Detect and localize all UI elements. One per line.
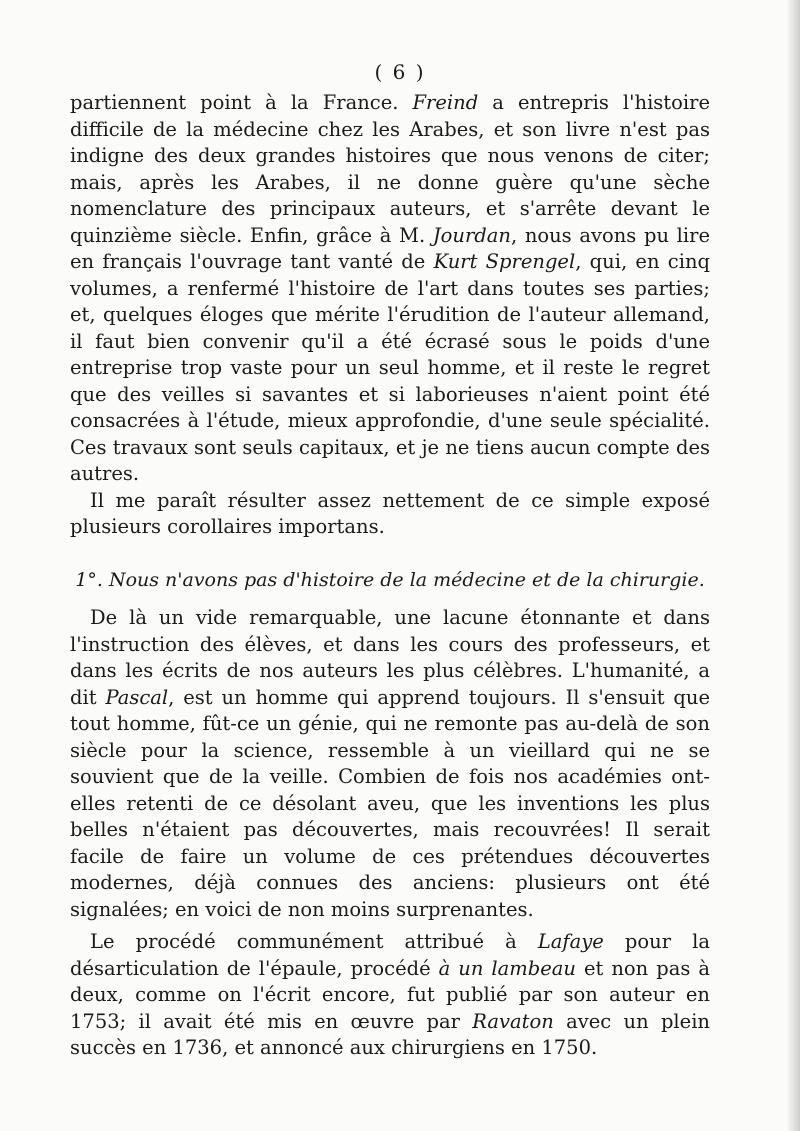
- p1-text-2: a entrepris l'histoire difficile de la médecine chez les Arabes, et son livre n'est pas indigne des deux grandes histoires que nous venons de citer; mais, après les Arabes, il ne donne guère qu'une sèche nomenclature des principaux auteurs, et s'arrête devant le quinzième siècle. Enfin, grâce à M.: [70, 91, 710, 247]
- phrase-lambeau: à un lambeau: [438, 956, 576, 980]
- p1-text-4: , qui, en cinq volumes, a renfermé l'histoire de l'art dans toutes ses parties; et, quelques éloges que mérite l'érudition de l'auteur allemand, il faut bien convenir qu'il a été écrasé sous le poids d'une entreprise trop vaste pour un seul homme, et il reste le regret que des veilles si savantes et si laborieuses n'aient point été consacrées à l'étude, mieux approfondie, d'une seule spécialité. Ces travaux sont seuls capitaux, et je ne tiens aucun compte des autres.: [70, 250, 710, 485]
- name-lafaye: Lafaye: [537, 930, 604, 953]
- page-edge-shadow: [786, 0, 800, 1131]
- p4-text-4: avec un plein succès en 1736, et annoncé aux chirurgiens en 1750.: [70, 1009, 710, 1059]
- name-jourdan: Jourdan: [432, 223, 511, 247]
- section-heading: [70, 567, 710, 594]
- name-freind: Freind: [412, 91, 479, 114]
- name-ravaton: Ravaton: [472, 1009, 554, 1033]
- section-title: Nous n'avons pas d'histoire de la médecine et de la chirurgie.: [108, 568, 705, 591]
- page-number: ( 6 ): [374, 60, 426, 84]
- name-sprengel: Kurt Sprengel: [433, 250, 576, 273]
- section-number: 1°.: [75, 568, 103, 591]
- p4-text-3: et non pas à deux, comme on l'écrit encore, fut publié par son auteur en 1753; il avait été mis en œuvre par: [70, 956, 710, 1033]
- p1-text-1: partiennent point à la France.: [70, 91, 413, 114]
- p1-text-3: , nous avons pu lire en français l'ouvrage tant vanté de: [70, 223, 711, 273]
- p4-text-1: Le procédé communément attribué à: [90, 930, 538, 953]
- p4-text-2: pour la désarticulation de l'épaule, procédé: [70, 930, 710, 980]
- paragraph-3: [70, 605, 710, 923]
- name-pascal: Pascal: [105, 685, 169, 709]
- paragraph-1: [70, 90, 710, 488]
- paragraph-2: Il me paraît résulter assez nettement de ce simple exposé plusieurs corollaires importans.: [70, 488, 710, 538]
- p3-text-1: De là un vide remarquable, une lacune étonnante et dans l'instruction des élèves, et dans les cours des professeurs, et dans les écrits de nos auteurs les plus célèbres. L'humanité, a dit: [70, 606, 710, 709]
- paragraph-4: [70, 929, 710, 1062]
- body-text: [70, 90, 710, 1062]
- p3-text-2: , est un homme qui apprend toujours. Il s'ensuit que tout homme, fût-ce un génie, qui ne remonte pas au-delà de son siècle pour la science, ressemble à un vieillard qui ne se souvient que de la veille. Combien de fois nos académies ont-elles retenti de ce désolant aveu, que les inventions les plus belles n'étaient pas découvertes, mais recouvrées! Il serait facile de faire un volume de ces prétendues découvertes modernes, déjà connues des anciens: plusieurs ont été signalées; en voici de non moins surprenantes.: [70, 685, 710, 921]
